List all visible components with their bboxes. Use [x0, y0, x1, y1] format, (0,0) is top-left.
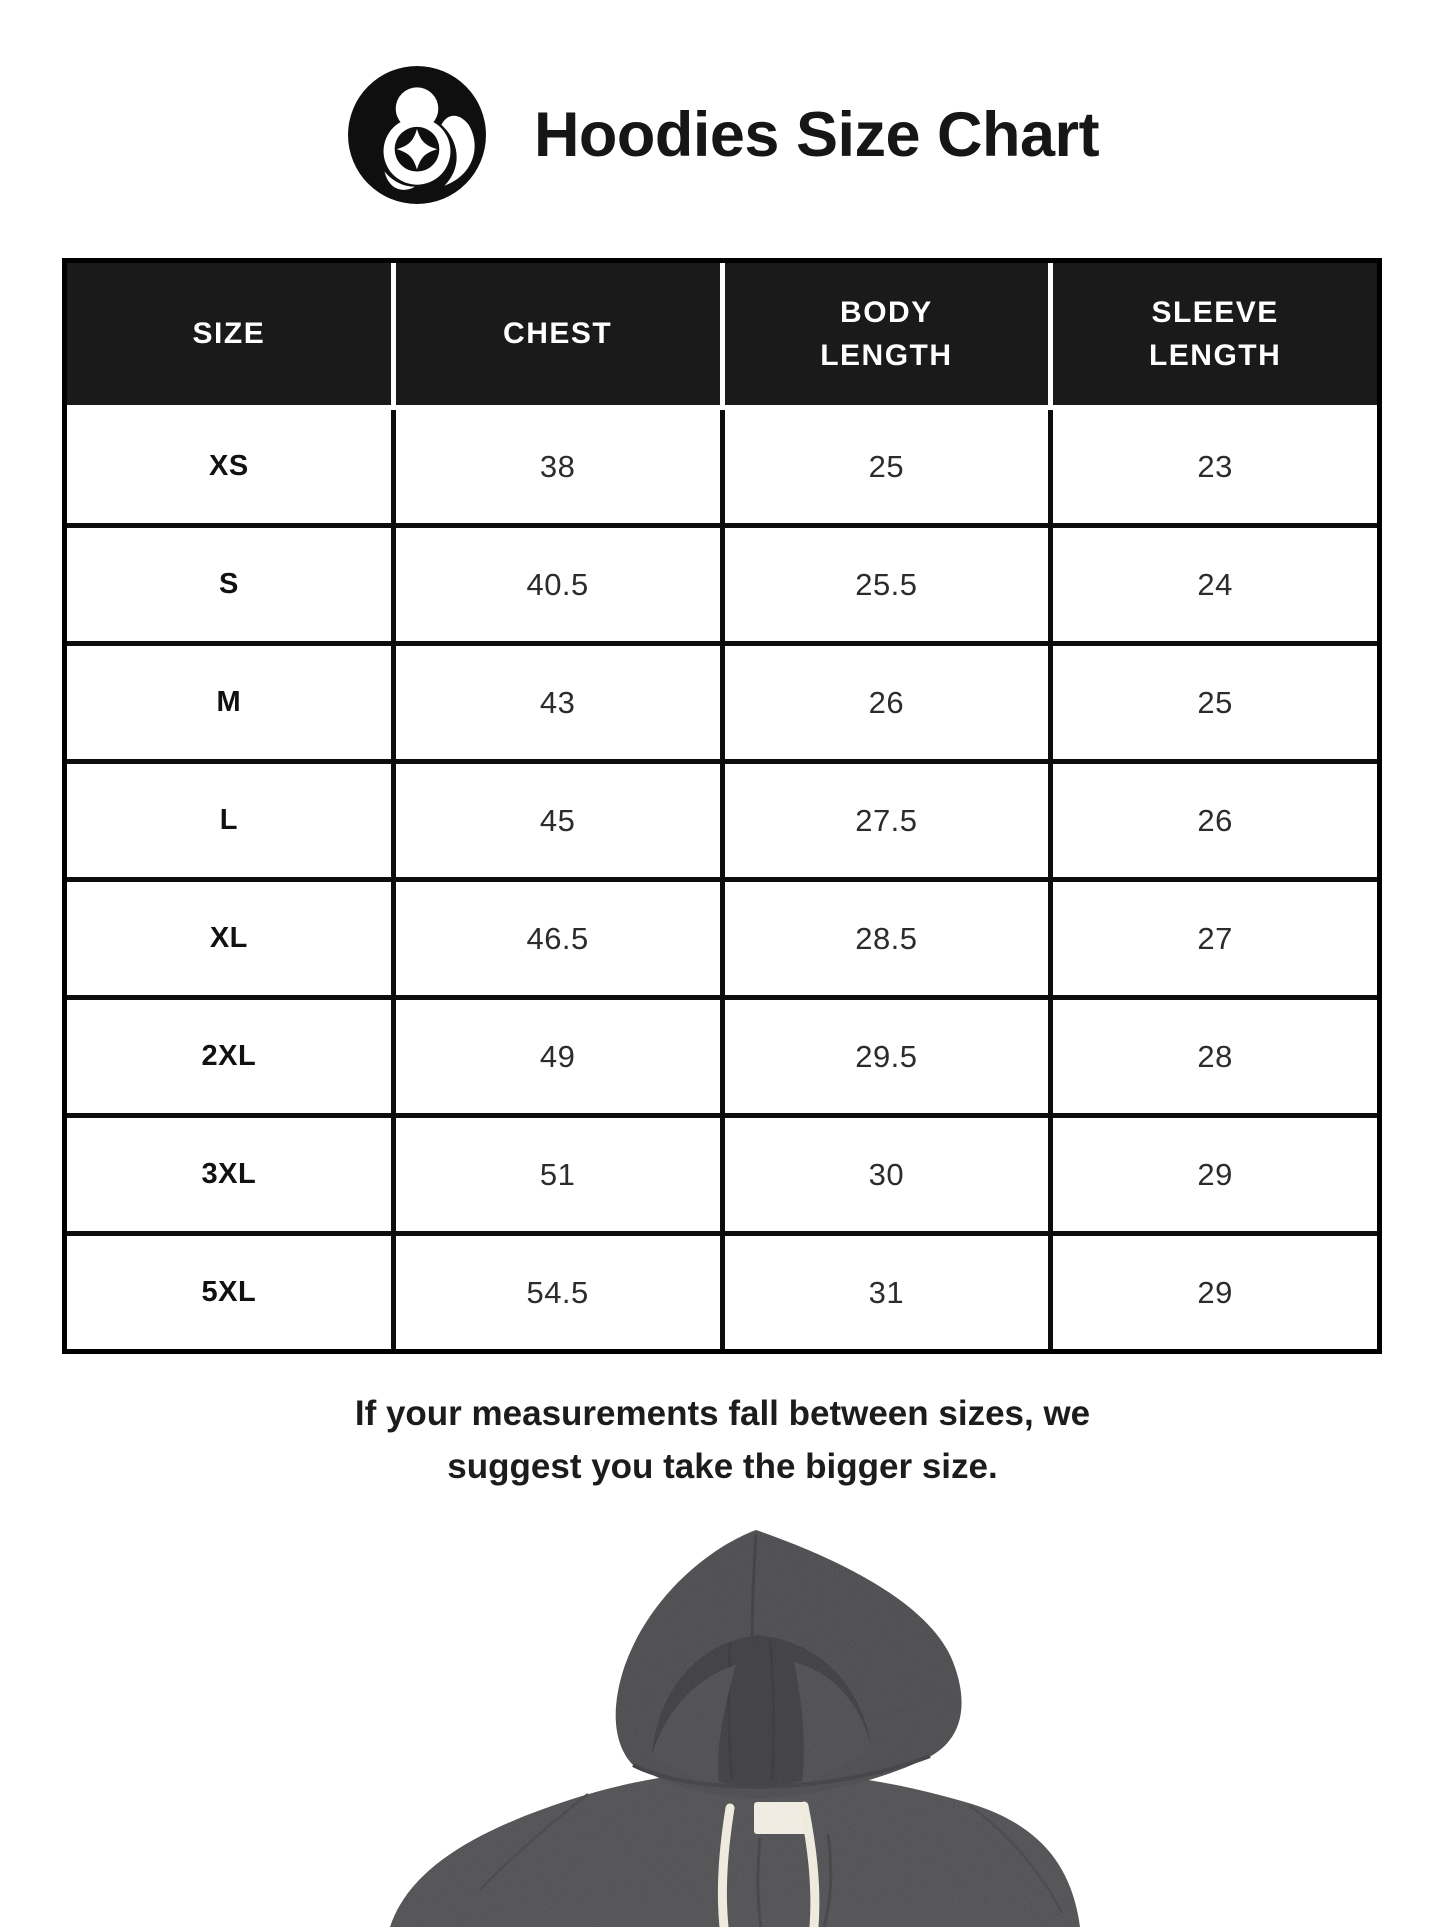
- table-cell-chest: 54.5: [396, 1236, 720, 1349]
- hoodie-illustration: [330, 1528, 1120, 1927]
- header: [0, 55, 1445, 215]
- hoodie-product-image: [330, 1528, 1120, 1927]
- table-cell-size: XS: [67, 410, 391, 523]
- table-cell-size: S: [67, 528, 391, 641]
- table-cell-size: M: [67, 646, 391, 759]
- table-cell-body-length: 28.5: [725, 882, 1049, 995]
- column-header-label: CHEST: [503, 317, 613, 351]
- size-table-body: [67, 405, 1377, 1349]
- column-header-label: SLEEVE LENGTH: [1148, 295, 1282, 372]
- column-header-sleeve-length: [1053, 263, 1377, 405]
- column-header-label: BODY LENGTH: [820, 295, 953, 372]
- table-cell-sleeve-length: 29: [1053, 1118, 1377, 1231]
- column-header-size: [67, 263, 391, 405]
- table-cell-body-length: 25: [725, 410, 1049, 523]
- table-cell-sleeve-length: 23: [1053, 410, 1377, 523]
- table-cell-chest: 43: [396, 646, 720, 759]
- table-cell-body-length: 26: [725, 646, 1049, 759]
- table-cell-body-length: 25.5: [725, 528, 1049, 641]
- table-cell-chest: 38: [396, 410, 720, 523]
- table-cell-sleeve-length: 27: [1053, 882, 1377, 995]
- column-header-label: SIZE: [192, 317, 266, 351]
- sizing-note: [0, 1388, 1445, 1493]
- table-cell-body-length: 30: [725, 1118, 1049, 1231]
- table-cell-size: 3XL: [67, 1118, 391, 1231]
- column-header-body-length: [725, 263, 1049, 405]
- table-cell-size: 5XL: [67, 1236, 391, 1349]
- table-cell-chest: 46.5: [396, 882, 720, 995]
- table-cell-sleeve-length: 29: [1053, 1236, 1377, 1349]
- sizing-note-line-2: suggest you take the bigger size.: [447, 1446, 998, 1486]
- table-cell-sleeve-length: 25: [1053, 646, 1377, 759]
- table-cell-body-length: 29.5: [725, 1000, 1049, 1113]
- size-table: [62, 258, 1382, 1354]
- table-cell-sleeve-length: 24: [1053, 528, 1377, 641]
- table-cell-chest: 51: [396, 1118, 720, 1231]
- brand-logo-icon: [346, 64, 488, 206]
- table-cell-chest: 40.5: [396, 528, 720, 641]
- table-cell-size: XL: [67, 882, 391, 995]
- page-title: Hoodies Size Chart: [533, 100, 1100, 170]
- table-cell-size: L: [67, 764, 391, 877]
- table-cell-sleeve-length: 28: [1053, 1000, 1377, 1113]
- table-cell-chest: 45: [396, 764, 720, 877]
- table-cell-sleeve-length: 26: [1053, 764, 1377, 877]
- sizing-note-line-1: If your measurements fall between sizes, we: [354, 1394, 1091, 1433]
- table-cell-body-length: 31: [725, 1236, 1049, 1349]
- table-cell-size: 2XL: [67, 1000, 391, 1113]
- table-cell-body-length: 27.5: [725, 764, 1049, 877]
- size-table-header-row: [67, 263, 1377, 405]
- column-header-chest: [396, 263, 720, 405]
- table-cell-chest: 49: [396, 1000, 720, 1113]
